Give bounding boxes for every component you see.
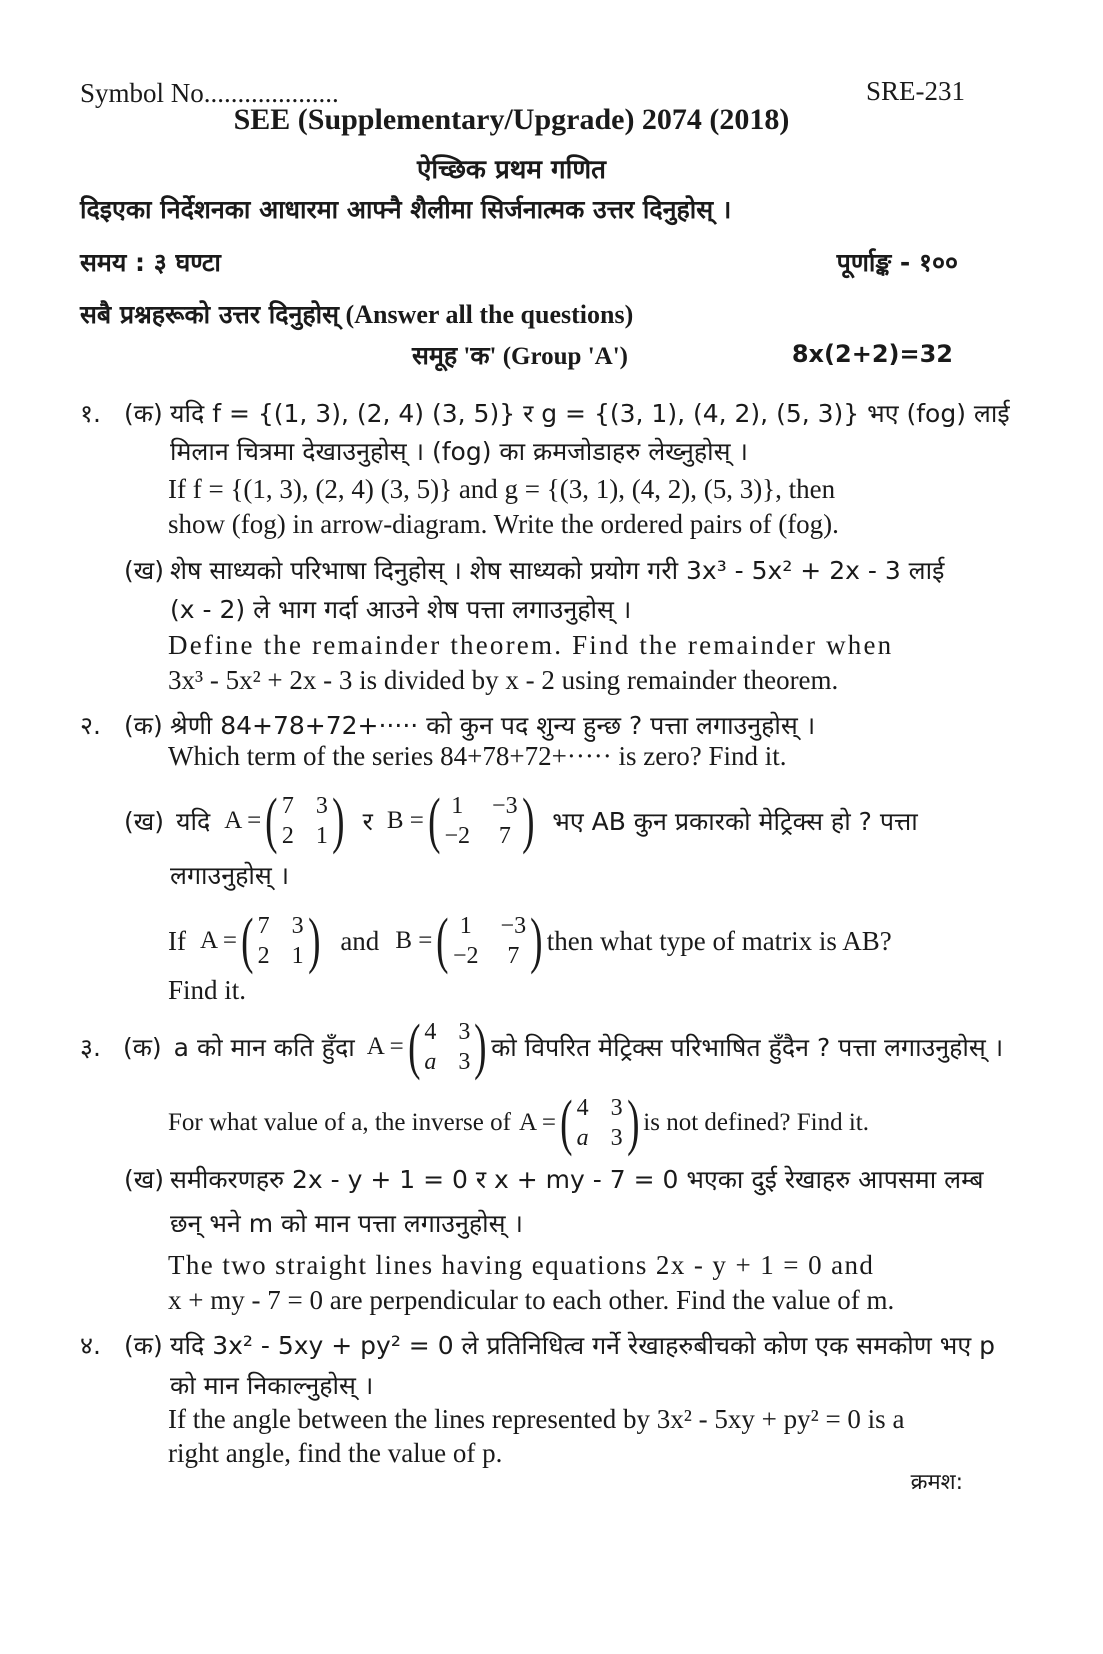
q3-b-english-1: The two straight lines having equations 2x - y + 1 = 0 and xyxy=(168,1250,875,1280)
q1-a-english-1: If f = {(1, 3), (2, 4) (3, 5)} and g = {(3, 1), (4, 2), (5, 3)}, then xyxy=(168,474,836,504)
answer-all-english: (Answer all the questions) xyxy=(345,300,634,329)
q2-b-nepali-2: लगाउनुहोस् । xyxy=(170,861,290,890)
q3-a-nepali-line: ३. (क) a को मान कति हुँदा A = ( 4 3 a 3 ) को विपरित मेट्रिक्स परिभाषित हुँदैन ? पत्ता लगाउनुहोस् । xyxy=(80,1013,1004,1081)
q3-a-english-line: For what value of a, the inverse of A = ( 4 3 a 3 ) is not defined? Find it. xyxy=(168,1089,869,1157)
answer-all-line xyxy=(80,297,633,331)
q1-number: १. xyxy=(80,399,101,428)
q1-a-nepali-1: यदि f = {(1, 3), (2, 4) (3, 5)} र g = {(3, 1), (4, 2), (5, 3)} भए (fog) लाई xyxy=(170,399,1010,428)
q1-a-english-2: show (fog) in arrow-diagram. Write the ordered pairs of (fog). xyxy=(168,509,839,539)
q1-b-nepali-2: (x - 2) ले भाग गर्दा आउने शेष पत्ता लगाउनुहोस् । xyxy=(170,595,632,624)
q1-a-label: (क) xyxy=(124,399,163,428)
matrix-a-q3: ( 4 3 a 3 ) xyxy=(407,1013,487,1081)
group-marks: 8x(2+2)=32 xyxy=(791,340,953,368)
q1-b-label: (ख) xyxy=(124,556,164,585)
q3-b-nepali-1: समीकरणहरु 2x - y + 1 = 0 र x + my - 7 = 0 भएका दुई रेखाहरु आपसमा लम्ब xyxy=(170,1165,984,1194)
q4-a-english-2: right angle, find the value of p. xyxy=(168,1438,503,1468)
q4-a-label: (क) xyxy=(124,1331,163,1360)
q1-b-english-1: Define the remainder theorem. Find the remainder when xyxy=(168,630,894,660)
q3-b-label: (ख) xyxy=(124,1165,164,1194)
answer-all-nepali: सबै प्रश्नहरूको उत्तर दिनुहोस् xyxy=(80,300,340,329)
q1-b-english-2: 3x³ - 5x² + 2x - 3 is divided by x - 2 using remainder theorem. xyxy=(168,665,839,695)
full-marks: पूर्णाङ्क - १०० xyxy=(836,248,958,277)
q4-a-nepali-2: को मान निकाल्नुहोस् । xyxy=(170,1371,374,1400)
matrix-b: ( 1 −3 −2 7 ) xyxy=(427,787,535,855)
q2-b-english-2: Find it. xyxy=(168,975,247,1005)
q3-b-nepali-2: छन् भने m को मान पत्ता लगाउनुहोस् । xyxy=(170,1209,523,1238)
q2-b-english-line: If A = ( 7 3 2 1 ) and B = ( 1 −3 −2 7 ) then what type of matrix is AB? xyxy=(168,907,892,975)
q3-b-english-2: x + my - 7 = 0 are perpendicular to each other. Find the value of m. xyxy=(168,1285,895,1315)
matrix-a-q3-english: ( 4 3 a 3 ) xyxy=(560,1089,640,1157)
q2-b-nepali-line: (ख) यदि A = ( 7 3 2 1 ) र B = ( 1 −3 −2 7 ) भए AB कुन प्रकारको मेट्रिक्स हो ? पत्ता xyxy=(124,787,918,855)
q4-a-english-1: If the angle between the lines represented by 3x² - 5xy + py² = 0 is a xyxy=(168,1404,905,1434)
subject-title: ऐच्छिक प्रथम गणित xyxy=(417,155,606,185)
time-allowed: समय : ३ घण्टा xyxy=(80,248,221,277)
paper-code: SRE-231 xyxy=(865,76,965,106)
matrix-b-english: ( 1 −3 −2 7 ) xyxy=(436,907,543,975)
q2-a-label: (क) xyxy=(124,711,163,740)
q2-a-english: Which term of the series 84+78+72+····· is zero? Find it. xyxy=(168,741,787,771)
q4-number: ४. xyxy=(80,1331,101,1360)
q1-a-nepali-2: मिलान चित्रमा देखाउनुहोस् । (fog) का क्रमजोडाहरु लेख्नुहोस् । xyxy=(170,437,748,466)
continued-marker: क्रमश: xyxy=(910,1470,963,1495)
instruction: दिइएका निर्देशनका आधारमा आफ्नै शैलीमा सिर्जनात्मक उत्तर दिनुहोस् । xyxy=(80,195,732,224)
symbol-no: Symbol No.................... xyxy=(80,78,339,108)
exam-title: SEE (Supplementary/Upgrade) 2074 (2018) xyxy=(233,103,790,136)
q4-a-nepali-1: यदि 3x² - 5xy + py² = 0 ले प्रतिनिधित्व गर्ने रेखाहरुबीचको कोण एक समकोण भए p xyxy=(170,1331,996,1360)
matrix-a-english: ( 7 3 2 1 ) xyxy=(241,907,321,975)
q2-number: २. xyxy=(80,711,101,740)
q2-a-nepali: श्रेणी 84+78+72+····· को कुन पद शुन्य हुन्छ ? पत्ता लगाउनुहोस् । xyxy=(170,711,816,740)
q2-b-label: (ख) xyxy=(124,807,164,836)
q3-number: ३. xyxy=(80,1033,101,1062)
group-label: समूह 'क' (Group 'A') xyxy=(412,343,628,370)
q1-b-nepali-1: शेष साध्यको परिभाषा दिनुहोस् । शेष साध्यको प्रयोग गरी 3x³ - 5x² + 2x - 3 लाई xyxy=(170,556,945,585)
matrix-a: ( 7 3 2 1 ) xyxy=(265,787,345,855)
q3-a-label: (क) xyxy=(122,1033,162,1062)
